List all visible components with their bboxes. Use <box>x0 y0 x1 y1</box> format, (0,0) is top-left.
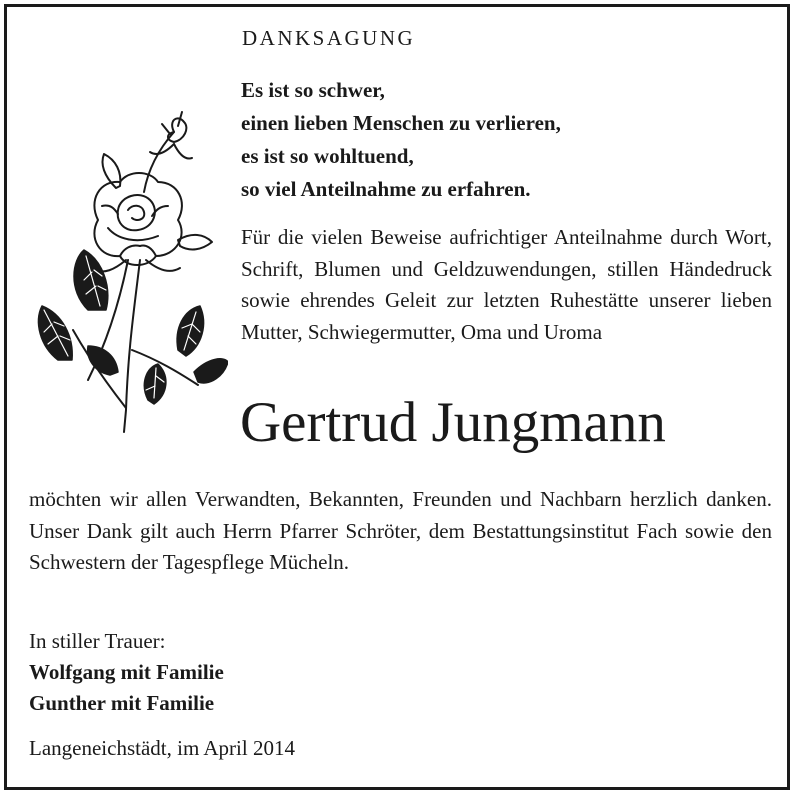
notice-heading: DANKSAGUNG <box>242 26 416 50</box>
mourning-label: In stiller Trauer: <box>29 629 166 653</box>
rose-icon <box>28 110 228 440</box>
verse-line: einen lieben Menschen zu verlieren, <box>241 111 561 135</box>
verse-line: Es ist so schwer, <box>241 78 385 102</box>
intro-paragraph: Für die vielen Beweise aufrichtiger Anteilnahme durch Wort, Schrift, Blumen und Geldzuwendungen, stillen Händedruck sowie ehrendes Geleit zur letzten Ruhestätte unserer lieben Mutter, Schwiegermutter, Oma und Uroma <box>241 225 772 344</box>
verse <box>241 74 561 206</box>
signer-name: Gunther mit Familie <box>29 691 215 715</box>
thanks-paragraph: möchten wir allen Verwandten, Bekannten, Freunden und Nachbarn herzlich danken. Unser Dank gilt auch Herrn Pfarrer Schröter, dem Bestattungsinstitut Fach sowie den Schwestern der Tagespflege Mücheln. <box>29 487 772 575</box>
verse-line: so viel Anteilnahme zu erfahren. <box>241 177 531 201</box>
signer-name: Wolfgang mit Familie <box>29 660 224 684</box>
deceased-name: Gertrud Jungmann <box>240 391 666 454</box>
verse-line: es ist so wohltuend, <box>241 144 414 168</box>
place-date: Langeneichstädt, im April 2014 <box>29 736 295 760</box>
mourning-block <box>29 626 224 719</box>
